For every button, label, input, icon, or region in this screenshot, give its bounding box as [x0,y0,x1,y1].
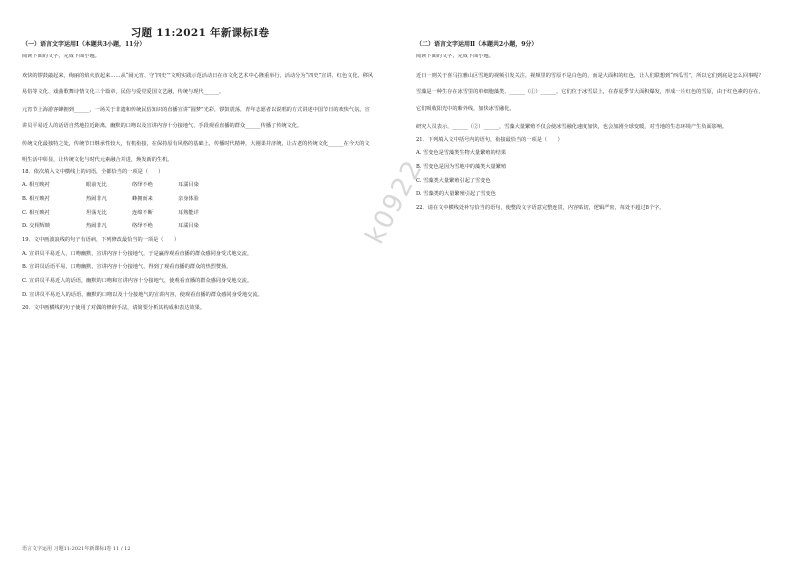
q18-option-d [22,224,374,231]
option-text: 热闹非凡 [86,195,107,202]
option-text: 络绎不绝 [132,182,153,189]
section-heading-2: （二）语言文字运用Ⅱ（本题共2小题，9分） [416,41,538,48]
reading-instruction: 阅读下面的文字，完成下面小题。 [22,54,100,59]
question-18: 18．依次填入文中横线上的词语，全都恰当的一项是（ ） [22,168,164,175]
passage-paragraph-2: 研究人员表示，______（②）______，雪藻大量繁殖不仅会使冰雪融化速度加快，也会加剧全球变暖，对当地的生态环境产生负面影响。 [416,124,728,130]
section-heading-1: （一）语言文字运用Ⅰ（本题共3小题，11分） [22,41,146,48]
option-text: 蜂拥而来 [132,195,153,202]
question-20: 20．文中画横线的句子使用了对偶的修辞手法，请简要分析其构成和表达效果。 [22,305,205,312]
q21-option-a: A. 雪变色是雪藻类生物大量繁殖的结果 [416,150,507,157]
q19-option-d: D. 宣讲员平易近人的话语、幽默的口吻以及十分接地气的宣讲内容，使观看直播的群众感同身受地交流。 [22,291,263,298]
option-text: 耳濡目染 [178,182,199,189]
q21-option-b: B. 雪变色是因为雪地中的藻类大量繁殖 [416,163,507,170]
passage-paragraph-1: 近日一则关于喜马拉雅山区雪地的视频引发关注，视频里的雪原不是白色的，而是大面积的红色，让人们联想到“西瓜雪”，所以它们到底是怎么回事呢？雪藻是一种生存在冰雪里的单细胞藻类，______（①）______。它们位于冰雪层上，在春夏季节大面积爆发，形成一片红色的雪原，由于红色素的存在，它们吸收阳光中的紫外线，加快冰雪融化。 [416,72,764,112]
q18-option-a [22,183,374,190]
q19-option-a: A. 宣讲员平易近人，口吻幽默，宣讲内容十分接地气，于是赢得观看直播的群众感同身受式地交流。 [22,250,253,257]
right-column [416,42,768,220]
option-text: 连绵不断 [132,209,153,216]
option-text: D. 交相辉映 [22,223,51,230]
option-text: 热闹非凡 [86,223,107,230]
reading-instruction: 阅读下面的文字，完成下面小题。 [416,54,494,59]
page-title: 习题 11:2021 年新课标Ⅰ卷 [130,27,270,39]
q21-option-d: D. 雪藻类的大量繁殖引起了雪变色 [416,191,496,198]
option-text: C. 相互映衬 [22,209,50,216]
q19-option-b: B. 宣讲员话语平易，口吻幽默，宣讲内容十分接地气，得到了观看直播的群众的热烈赞扬。 [22,264,232,271]
question-21: 21．下列填入文中括号内的语句，衔接最恰当的一项是（ ） [416,136,563,143]
option-text: A. 相互映衬 [22,182,50,189]
q18-option-b [22,197,374,204]
page-footer: 语言文字运用 习题11:2021年新课标Ⅰ卷 11 / 12 [22,546,131,552]
q19-option-c: C. 宣讲员平易近人的话语，幽默的口吻和宣讲内容十分接地气，使观看直播的群众感同身受地交流。 [22,278,253,284]
question-22: 22．请在文中横线处补写恰当的语句，使整段文字语意完整连贯，内容贴切，逻辑严密，每处不超过8个字。 [416,204,665,211]
q21-option-c: C. 雪藻类大量繁殖引起了雪变色 [416,177,491,184]
question-19: 19．文中画波浪线的句子有语病，下列修改最恰当的一项是（ ） [22,236,180,243]
option-text: 眼前无比 [86,182,107,189]
option-text: 络绎不绝 [132,223,153,230]
watermark: k0922 [360,154,430,250]
option-text: 亲身体验 [178,195,199,202]
option-text: 耳濡目染 [178,223,199,230]
option-text: 耳熟能详 [178,209,199,216]
option-text: 坦荡无比 [86,209,107,216]
q18-option-c [22,211,374,218]
passage-paragraph-2: 元宵节上海游客蜂拥到______，一场关于非遗和传统民俗知识的直播宣讲“圆梦”光彩，锣鼓震荡，青年志愿者以说唱的方式讲述中国节日的欢快气氛，宣讲员平易近人的话语自然地拉近距离，幽默的口吻以及宣讲内容十分接地气，手段观看直播的群众______传播了传统文化。 [22,106,370,129]
option-text: B. 相互映衬 [22,195,50,202]
passage-paragraph-3: 传统文化最独特之处，传统节日继承性较大，有机衔接，在保持原有风格的基础上，传播时代精神，大刚柔并济统，让古老的传统文化______在今天的文明生活中彰显，让传统文化与时代元素融合并进，焕发新的生机。 [22,140,370,163]
left-column [22,42,374,320]
passage-paragraph-1: 欢快的锣鼓敲起来，绚丽的焰火放起来……从“闹元宵、守‘四史’”文明实践示范活动日在市文化艺术中心隆重举行，活动分为“四史”宣讲、红色文化、移风易俗等文化、戏曲歌舞诗情文化三个篇章，民俗与爱党爱国文艺融，传统与现代______。 [22,72,374,95]
